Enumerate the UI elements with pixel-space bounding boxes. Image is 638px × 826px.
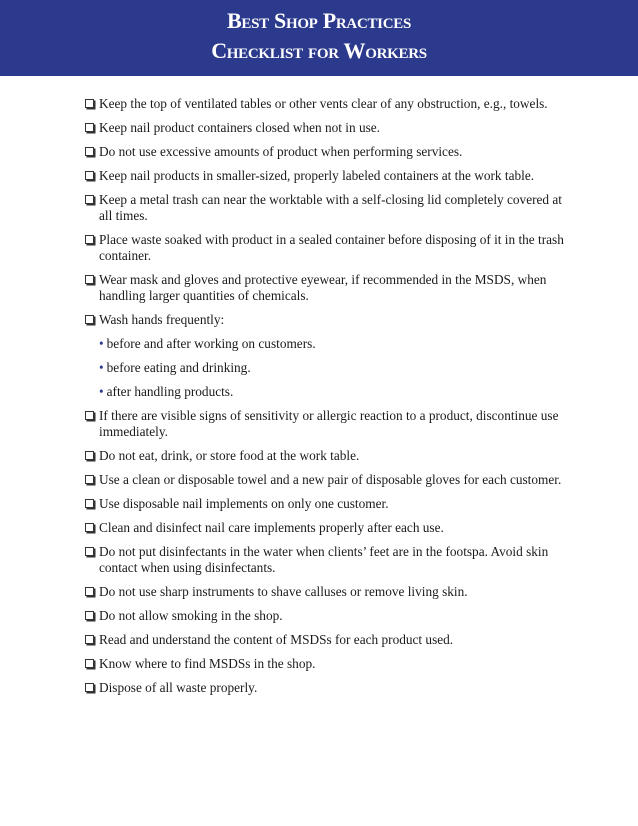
checkbox-icon — [85, 315, 94, 324]
sub-list-item — [99, 360, 565, 376]
checklist-item-text: Keep nail products in smaller-sized, properly labeled containers at the work table. — [99, 168, 535, 183]
checkbox-icon — [85, 411, 94, 420]
bullet-icon: • — [99, 336, 104, 351]
checkbox-icon — [85, 195, 94, 204]
checklist-item-text: Keep nail product containers closed when not in use. — [99, 120, 381, 135]
checkbox-icon — [85, 499, 94, 508]
checklist-item — [85, 408, 565, 440]
bullet-icon: • — [99, 384, 104, 399]
checkbox-icon — [85, 451, 94, 460]
checklist-item-text: Wear mask and gloves and protective eyewear, if recommended in the MSDS, when handling larger quantities of chemicals. — [99, 272, 547, 303]
title-line-1: Best Shop Practices — [226, 8, 412, 33]
checklist-item-text: Read and understand the content of MSDSs for each product used. — [99, 632, 454, 647]
checklist-item — [85, 496, 565, 512]
checklist-item-text: Do not put disinfectants in the water when clients’ feet are in the footspa. Avoid skin contact when using disinfectants. — [99, 544, 549, 575]
checklist-item — [85, 312, 565, 400]
checklist-item-text: Clean and disinfect nail care implements properly after each use. — [99, 520, 444, 535]
checklist-item — [85, 472, 565, 488]
bullet-icon: • — [99, 360, 104, 375]
checklist-item — [85, 96, 565, 112]
checklist-item-text: Wash hands frequently: — [99, 312, 225, 327]
checkbox-icon — [85, 123, 94, 132]
sub-list-item — [99, 336, 565, 352]
checklist-item — [85, 192, 565, 224]
sub-list-item-text: after handling products. — [106, 384, 234, 399]
checkbox-icon — [85, 635, 94, 644]
checklist-item — [85, 144, 565, 160]
checkbox-icon — [85, 683, 94, 692]
checklist-item — [85, 120, 565, 136]
checklist-item-text: Do not use sharp instruments to shave calluses or remove living skin. — [99, 584, 468, 599]
checkbox-icon — [85, 547, 94, 556]
title-line-2: Checklist for Workers — [211, 38, 427, 63]
checklist-item-text: Do not use excessive amounts of product when performing services. — [99, 144, 463, 159]
checklist-item — [85, 544, 565, 576]
checkbox-icon — [85, 611, 94, 620]
checklist-item — [85, 272, 565, 304]
checklist-item-text: Use disposable nail implements on only one customer. — [99, 496, 389, 511]
checklist-item-text: Dispose of all waste properly. — [99, 680, 258, 695]
checkbox-icon — [85, 147, 94, 156]
sub-list-item-text: before eating and drinking. — [106, 360, 251, 375]
checklist-item-text: Keep a metal trash can near the worktable with a self-closing lid completely covered at all times. — [99, 192, 562, 223]
checklist-item — [85, 232, 565, 264]
checklist-item-text: Keep the top of ventilated tables or other vents clear of any obstruction, e.g., towels. — [99, 96, 548, 111]
checkbox-icon — [85, 659, 94, 668]
checkbox-icon — [85, 523, 94, 532]
checklist-item — [85, 448, 565, 464]
checklist-item — [85, 168, 565, 184]
checklist-item-text: Place waste soaked with product in a sealed container before disposing of it in the trash container. — [99, 232, 564, 263]
checklist-item — [85, 632, 565, 648]
checklist-item — [85, 680, 565, 696]
checkbox-icon — [85, 275, 94, 284]
checklist-item-text: If there are visible signs of sensitivity or allergic reaction to a product, discontinue use immediately. — [99, 408, 559, 439]
sub-list-item — [99, 384, 565, 400]
checklist-item — [85, 520, 565, 536]
checklist-item-text: Do not eat, drink, or store food at the work table. — [99, 448, 360, 463]
checklist-item — [85, 584, 565, 600]
sub-list-item-text: before and after working on customers. — [106, 336, 316, 351]
checklist-item-text: Do not allow smoking in the shop. — [99, 608, 283, 623]
checkbox-icon — [85, 587, 94, 596]
checklist-item — [85, 608, 565, 624]
checkbox-icon — [85, 171, 94, 180]
checklist-item-text: Know where to find MSDSs in the shop. — [99, 656, 316, 671]
checkbox-icon — [85, 475, 94, 484]
title-banner — [0, 0, 638, 76]
checkbox-icon — [85, 235, 94, 244]
checklist-item — [85, 656, 565, 672]
sub-list — [99, 336, 565, 400]
checklist — [85, 96, 565, 704]
checkbox-icon — [85, 99, 94, 108]
checklist-item-text: Use a clean or disposable towel and a new pair of disposable gloves for each customer. — [99, 472, 562, 487]
